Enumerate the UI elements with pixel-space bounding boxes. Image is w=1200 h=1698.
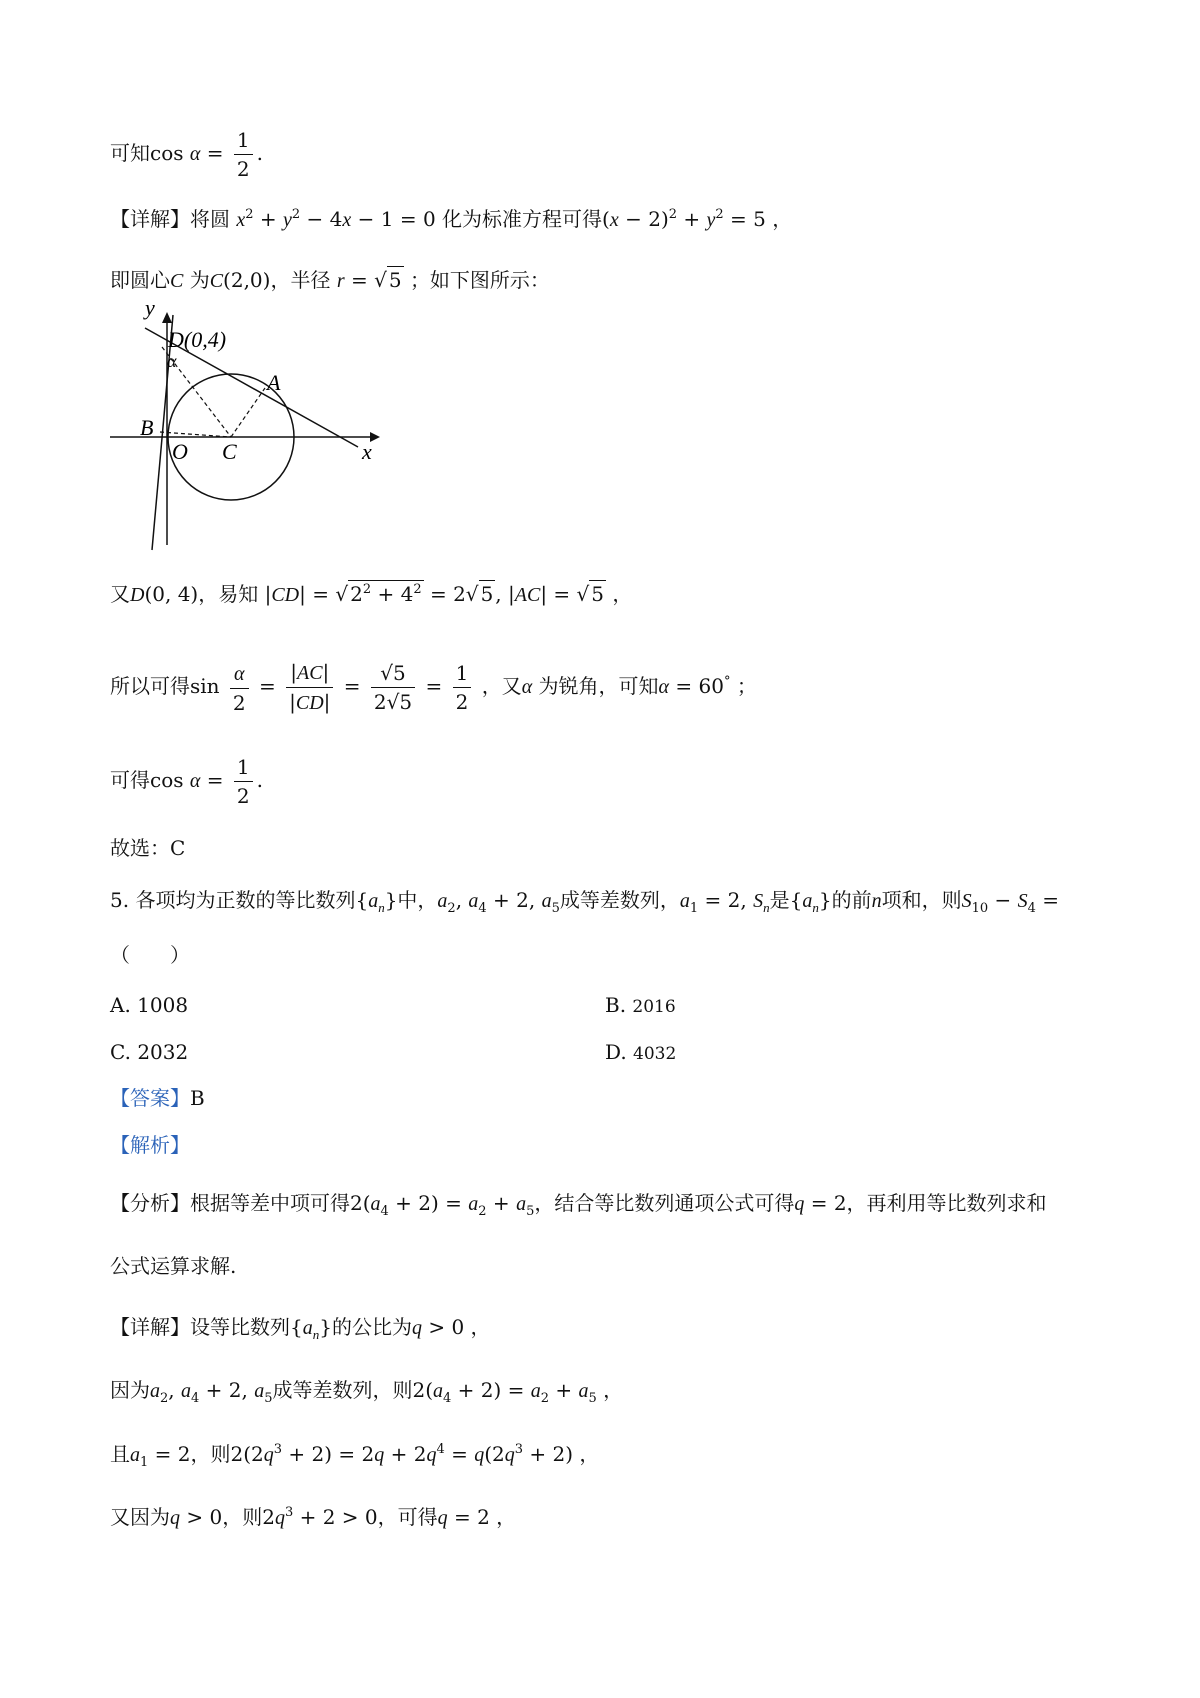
option-b: B. 2016 (605, 993, 676, 1017)
analysis-line-2: 公式运算求解. (110, 1254, 237, 1278)
fraction-one-half: $\frac{1}{2}$ (234, 128, 253, 181)
option-a: A. 1008 (110, 993, 189, 1017)
question-5: 5. 各项均为正数的等比数列$\{a_n\}$中，$a_2$, $a_4 + 2$, $a_5$成等差数列，$a_1 = 2$, $S_n$是$\{a_n\}$的前n项和，则$S_{10} - S_4$ = (110, 888, 1060, 916)
line-center-radius: 即圆心C 为C(2,0)，半径 r = √ 5 ；如下图所示： (110, 268, 550, 292)
detail-line-4: 又因为q > 0，则$2q^3 + 2 > 0$，可得q = 2 ， (110, 1505, 517, 1529)
label-a: A (267, 370, 281, 395)
line-sin-alpha: 所以可得sin $\frac{\alpha}{2}$ = $\frac{|AC|}{|CD|}$ = $\frac{√5}{2√5}$ = $\frac{1}{2}$ ，又α 为锐角，可知α = 60° ； (110, 660, 757, 715)
answer-line (110, 1088, 205, 1108)
label-x: x (362, 439, 372, 464)
answer-tag: 【答案】 (110, 1086, 190, 1110)
geometry-figure (100, 295, 380, 565)
line-cd-ac: 又D(0, 4)，易知 |CD| = √ $2^2 + 4^2 = 2√$ 5 , |AC| = √ 5 ， (110, 582, 633, 606)
label-c: C (222, 439, 237, 464)
detail-line-2: 因为$a_2$, $a_4 + 2$, $a_5$成等差数列，则$2(a_4 + 2) = a_2 + a_5$ ， (110, 1378, 624, 1406)
detail-line-1: 【详解】设等比数列$\{a_n\}$的公比为q > 0 ， (110, 1315, 491, 1342)
label-o: O (172, 439, 188, 464)
question-paren: （ ） (110, 943, 190, 967)
dashed-ca (231, 388, 265, 437)
line-choice-c: 故选：C (110, 836, 186, 860)
option-c: C. 2032 (110, 1040, 189, 1064)
answer-value: B (190, 1086, 205, 1110)
detail-line-3: 且$a_1 = 2$，则$2(2q^3 + 2) = 2q + 2q^4 = q(2q^3 + 2)$ ， (110, 1442, 600, 1470)
label-alpha: α (167, 351, 177, 371)
line-cos-alpha-1: 可知cos α = $\frac{1}{2}$ . (110, 128, 263, 181)
y-axis-arrow (162, 312, 172, 323)
analysis-line-1: 【分析】根据等差中项可得$2(a_4 + 2) = a_2 + a_5$，结合等比数列通项公式可得q = 2，再利用等比数列求和 (110, 1191, 1047, 1219)
line-detail-circle: 【详解】将圆 $x^2 + y^2 - 4x - 1 = 0$ 化为标准方程可得$(x - 2)^2 + y^2 = 5$ ， (110, 207, 793, 231)
label-d: D(0,4) (168, 327, 227, 352)
label-y: y (145, 295, 155, 320)
label-b: B (140, 415, 154, 440)
option-d: D. 4032 (605, 1040, 677, 1064)
line-cos-alpha-2: 可得cos α = $\frac{1}{2}$ . (110, 755, 263, 808)
analysis-tag: 【解析】 (110, 1133, 190, 1157)
